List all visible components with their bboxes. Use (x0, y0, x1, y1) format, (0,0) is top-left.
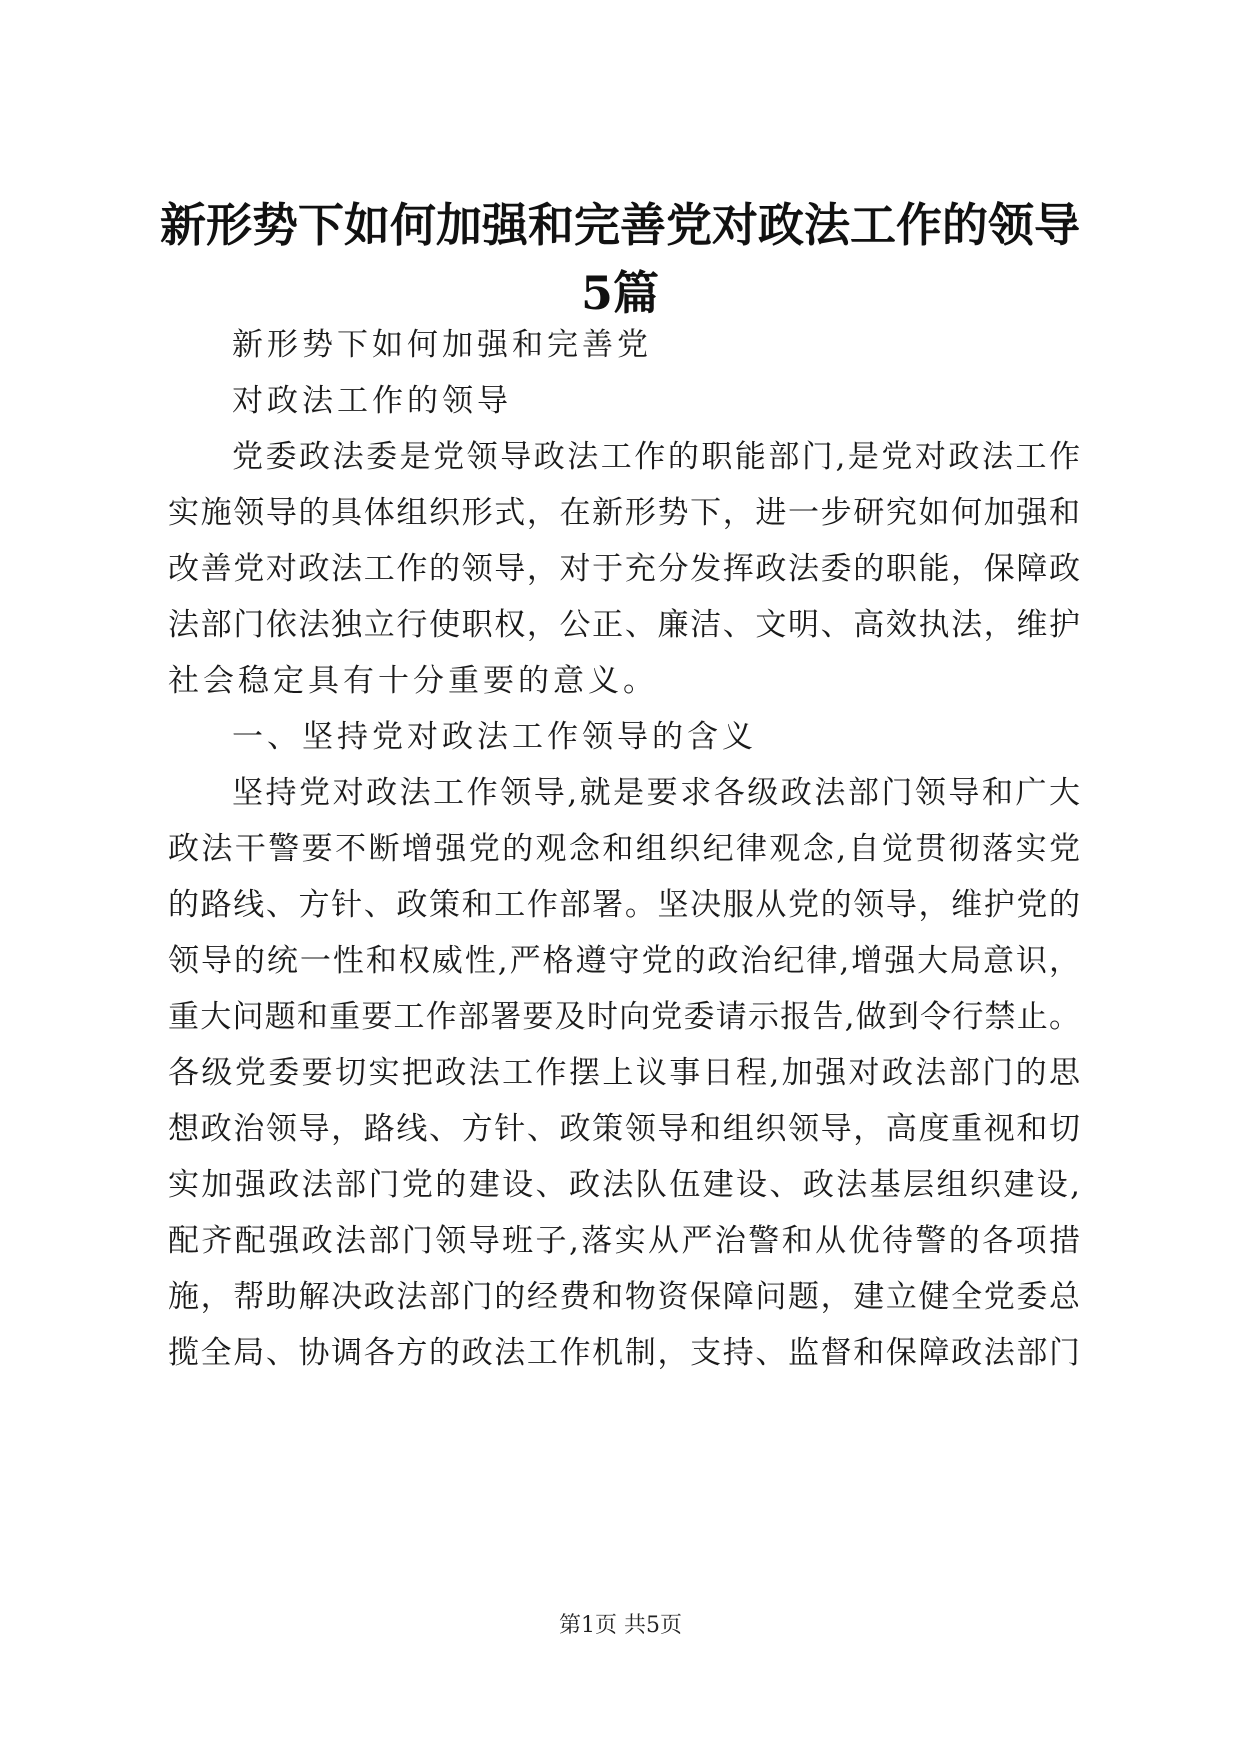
paragraph-line: 揽全局、协调各方的政法工作机制，支持、监督和保障政法部门 (168, 1335, 1080, 1371)
section-heading: 一、坚持党对政法工作领导的含义 (232, 719, 757, 755)
paragraph-line: 领导的统一性和权威性,严格遵守党的政治纪律,增强大局意识， (168, 943, 1080, 979)
subtitle-line: 新形势下如何加强和完善党 (232, 327, 652, 363)
paragraph-line: 的路线、方针、政策和工作部署。坚决服从党的领导，维护党的 (168, 887, 1080, 923)
paragraph-line: 改善党对政法工作的领导，对于充分发挥政法委的职能，保障政 (168, 551, 1080, 587)
paragraph-line: 配齐配强政法部门领导班子,落实从严治警和从优待警的各项措 (168, 1223, 1080, 1259)
paragraph-line: 施，帮助解决政法部门的经费和物资保障问题，建立健全党委总 (168, 1279, 1080, 1315)
paragraph-line: 实施领导的具体组织形式，在新形势下，进一步研究如何加强和 (168, 495, 1080, 531)
paragraph-line: 想政治领导，路线、方针、政策领导和组织领导，高度重视和切 (168, 1111, 1080, 1147)
document-title: 新形势下如何加强和完善党对政法工作的领导 (160, 198, 1080, 252)
paragraph-line: 党委政法委是党领导政法工作的职能部门,是党对政法工作 (232, 439, 1080, 475)
page-number: 第1页 共5页 (559, 1613, 682, 1638)
paragraph-line: 法部门依法独立行使职权，公正、廉洁、文明、高效执法，维护 (168, 607, 1080, 643)
paragraph-line: 重大问题和重要工作部署要及时向党委请示报告,做到令行禁止。 (168, 999, 1080, 1035)
subtitle-line: 对政法工作的领导 (232, 383, 512, 419)
paragraph-line: 坚持党对政法工作领导,就是要求各级政法部门领导和广大 (232, 775, 1080, 811)
document-title-continued: 5篇 (580, 266, 659, 320)
paragraph-line: 各级党委要切实把政法工作摆上议事日程,加强对政法部门的思 (168, 1055, 1080, 1091)
paragraph-line: 政法干警要不断增强党的观念和组织纪律观念,自觉贯彻落实党 (168, 831, 1080, 867)
paragraph-line: 实加强政法部门党的建设、政法队伍建设、政法基层组织建设, (168, 1167, 1080, 1203)
paragraph-line: 社会稳定具有十分重要的意义。 (168, 663, 658, 699)
